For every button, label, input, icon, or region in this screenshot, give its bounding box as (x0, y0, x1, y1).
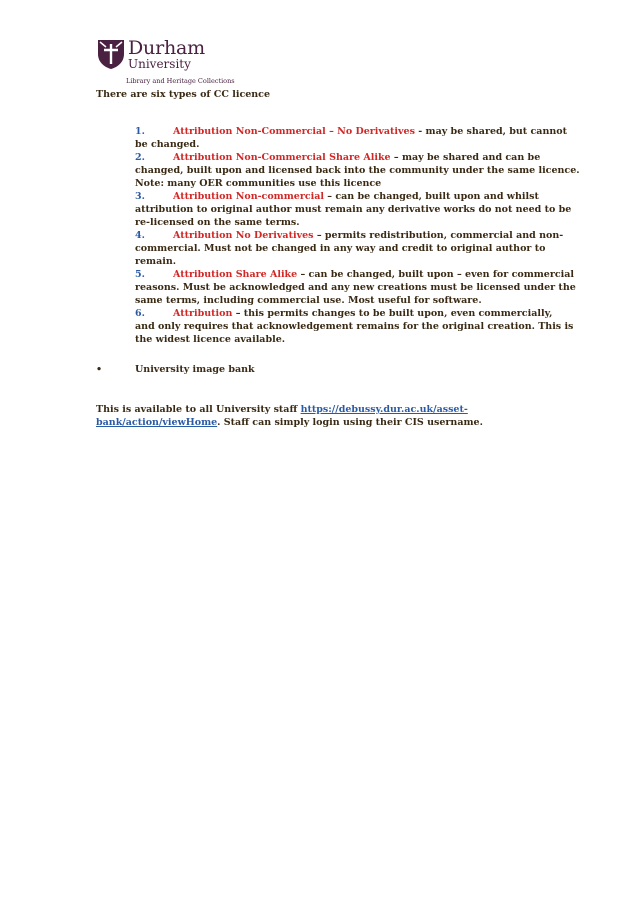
list-item (135, 307, 555, 320)
logo-collections: Library and Heritage Collections (126, 77, 235, 85)
asset-bank-link[interactable]: https://debussy.dur.ac.uk/asset- (300, 404, 468, 415)
logo-subtitle: University (128, 57, 191, 71)
list-item (135, 268, 575, 281)
licence-description: - may be shared, but cannot (414, 126, 567, 137)
licence-title: Attribution No Derivatives (173, 230, 314, 241)
logo-name: Durham (128, 37, 205, 59)
bullet-item (96, 364, 255, 375)
intro-heading: There are six types of CC licence (96, 89, 271, 100)
list-item (135, 125, 567, 138)
list-number: 4. (135, 230, 145, 241)
licence-title: Attribution Non-Commercial Share Alike (173, 152, 391, 163)
availability-prefix: This is available to all University staff (96, 404, 301, 415)
bullet-icon: • (96, 364, 103, 375)
licence-title: Attribution Non-Commercial – No Derivatives (173, 126, 415, 137)
asset-bank-link-continued[interactable]: bank/action/viewHome (96, 417, 218, 428)
availability-paragraph (96, 403, 483, 429)
licence-description-line: commercial. Must not be changed in any way and credit to original author to (135, 243, 546, 254)
licence-description-line: remain. (135, 256, 177, 267)
licence-description-line: reasons. Must be acknowledged and any new creations must be licensed under the (135, 282, 576, 293)
list-item (135, 151, 555, 164)
durham-logo (96, 36, 266, 88)
bullet-label: University image bank (135, 364, 255, 375)
list-number: 1. (135, 126, 145, 137)
licence-description-line: same terms, including commercial use. Most useful for software. (135, 295, 482, 306)
licence-description-line: Note: many OER communities use this licence (135, 178, 382, 189)
licence-description-line: attribution to original author must remain any derivative works do not need to be (135, 204, 572, 215)
licence-description: – can be changed, built upon – even for commercial (297, 269, 575, 280)
durham-crest-icon (96, 38, 126, 70)
availability-suffix: . Staff can simply login using their CIS username. (217, 417, 483, 428)
licence-description-line: the widest licence available. (135, 334, 286, 345)
list-item (135, 229, 564, 242)
licence-title: Attribution Non-commercial (173, 191, 324, 202)
licence-title: Attribution (173, 308, 233, 319)
licence-description-line: be changed. (135, 139, 200, 150)
licence-list (135, 125, 580, 346)
licence-description: – may be shared and can be (390, 152, 541, 163)
licence-description: – this permits changes to be built upon, even commercially, (232, 308, 553, 319)
list-number: 3. (135, 191, 145, 202)
licence-title: Attribution Share Alike (173, 269, 298, 280)
list-number: 5. (135, 269, 145, 280)
licence-description: – can be changed, built upon and whilst (324, 191, 539, 202)
licence-description-line: re-licensed on the same terms. (135, 217, 300, 228)
list-number: 2. (135, 152, 145, 163)
list-number: 6. (135, 308, 145, 319)
licence-description-line: and only requires that acknowledgement remains for the original creation. This is (135, 321, 574, 332)
licence-description-line: changed, built upon and licensed back into the community under the same licence. (135, 165, 580, 176)
list-item (135, 190, 555, 203)
licence-description: – permits redistribution, commercial and non- (313, 230, 564, 241)
